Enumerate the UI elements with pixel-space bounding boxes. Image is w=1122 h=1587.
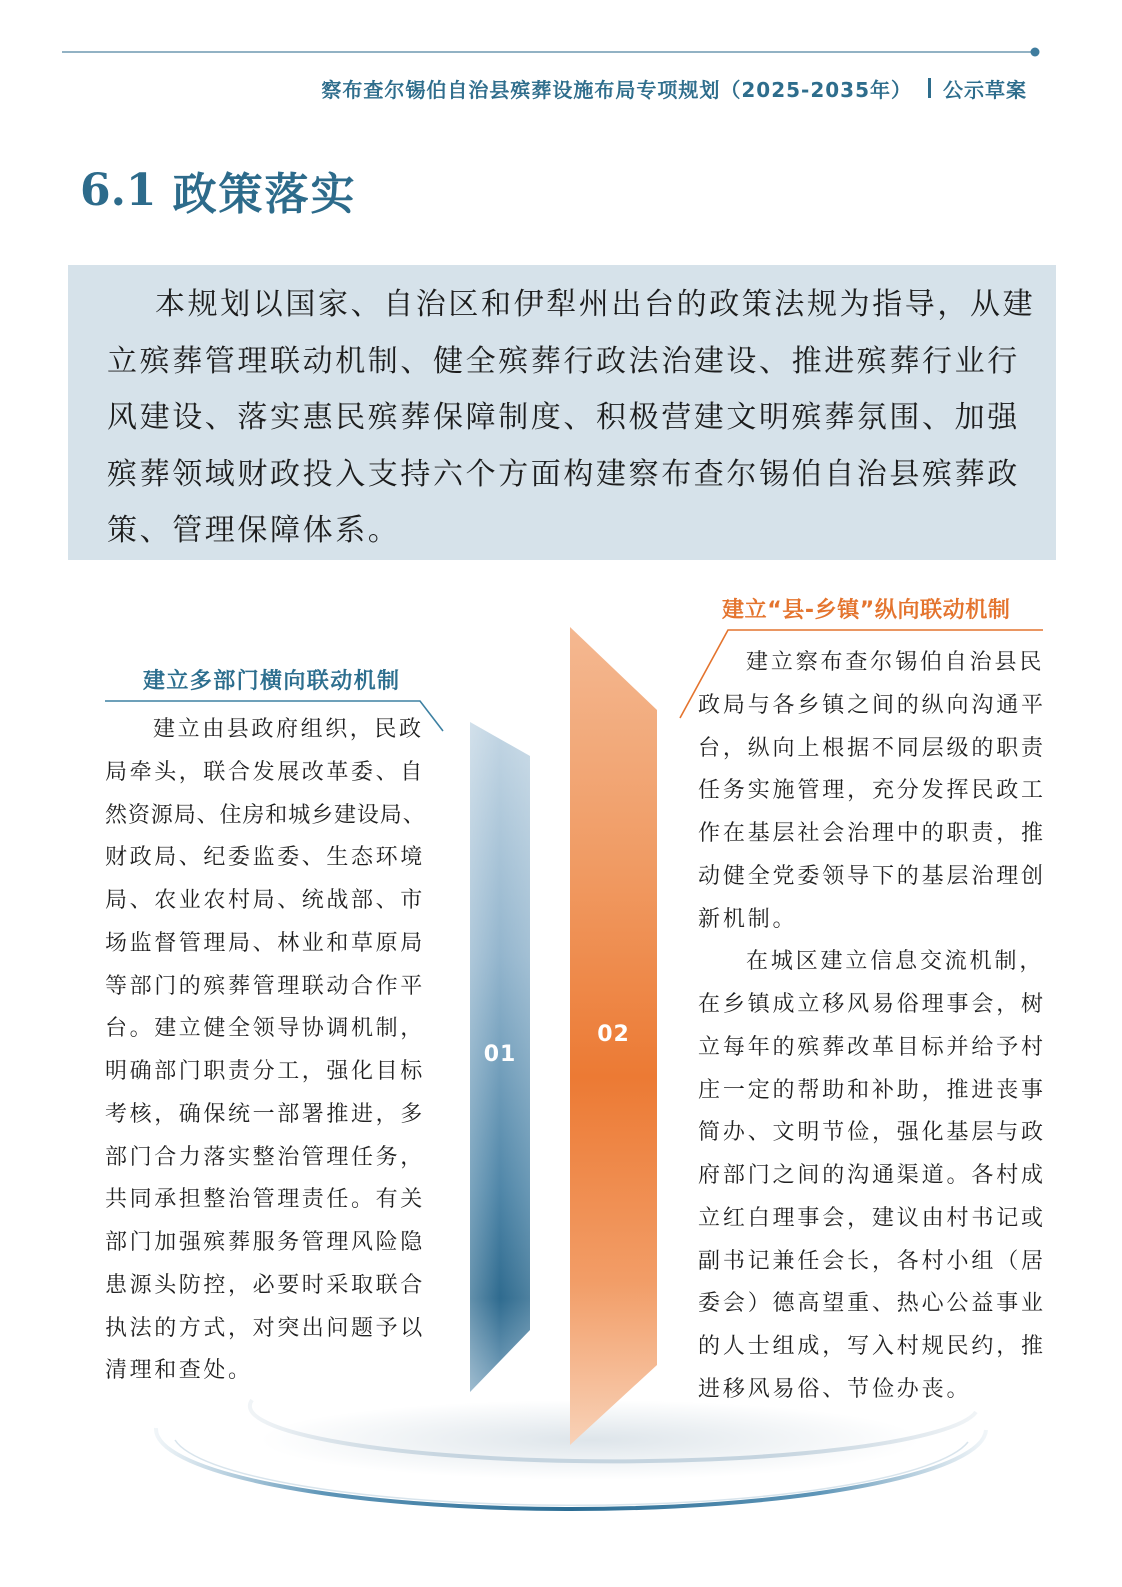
left-body-line: 局牵头，联合发展改革委、自 xyxy=(105,759,425,785)
left-body-line: 考核，确保统一部署推进，多 xyxy=(105,1101,425,1127)
left-body-line: 患源头防控，必要时采取联合 xyxy=(105,1272,425,1298)
intro-line: 风建设、落实惠民殡葬保障制度、积极营建文明殡葬氛围、加强 xyxy=(107,400,1020,435)
document-status-tag: 公示草案 xyxy=(943,77,1027,102)
section-title xyxy=(80,160,357,220)
section-heading: 政策落实 xyxy=(172,169,357,220)
right-body-line: 政局与各乡镇之间的纵向沟通平 xyxy=(698,692,1046,718)
intro-line: 本规划以国家、自治区和伊犁州出台的政策法规为指导，从建 xyxy=(155,287,1036,322)
header-rule-dot xyxy=(1031,48,1040,57)
left-body-line: 执法的方式，对突出问题予以 xyxy=(105,1315,425,1341)
intro-box xyxy=(68,265,1056,560)
header-separator xyxy=(928,78,931,98)
left-body-line: 局、农业农村局、统战部、市 xyxy=(105,888,425,913)
right-subheading: 建立“县-乡镇”纵向联动机制 xyxy=(722,598,1011,623)
left-body-line: 台。建立健全领导协调机制， xyxy=(105,1016,425,1042)
blue-band-label: 01 xyxy=(483,1042,517,1067)
right-body-line: 进移风易俗、节俭办丧。 xyxy=(698,1376,972,1402)
left-subheading: 建立多部门横向联动机制 xyxy=(143,669,401,694)
right-body-line: 建立察布查尔锡伯自治县民 xyxy=(746,650,1045,675)
right-body-line: 动健全党委领导下的基层治理创 xyxy=(698,863,1046,889)
intro-line: 策、管理保障体系。 xyxy=(107,513,401,548)
left-body xyxy=(105,709,426,1393)
left-body-line: 共同承担整治管理责任。有关 xyxy=(105,1187,425,1213)
right-body-line: 台，纵向上根据不同层级的职责 xyxy=(698,735,1046,761)
right-body-line: 作在基层社会治理中的职责，推 xyxy=(698,821,1046,846)
right-body-line: 在乡镇成立移风易俗理事会，树 xyxy=(698,992,1046,1017)
right-body-line: 任务实施管理，充分发挥民政工 xyxy=(698,778,1046,804)
right-body-line: 立每年的殡葬改革目标并给予村 xyxy=(698,1034,1046,1060)
right-body-line: 新机制。 xyxy=(698,906,798,932)
running-header xyxy=(321,74,1027,102)
left-body-line: 场监督管理局、林业和草原局 xyxy=(105,930,425,956)
right-body-line: 庄一定的帮助和补助，推进丧事 xyxy=(698,1077,1046,1103)
right-body-line: 委会）德高望重、热心公益事业 xyxy=(698,1291,1046,1317)
document-title: 察布查尔锡伯自治县殡葬设施布局专项规划（2025-2035年） xyxy=(321,77,912,102)
right-body-line: 在城区建立信息交流机制， xyxy=(746,949,1045,975)
left-body-line: 然资源局、住房和城乡建设局、 xyxy=(105,802,426,828)
left-body-line: 清理和查处。 xyxy=(105,1358,253,1384)
intro-paragraph xyxy=(107,277,1035,560)
intro-line: 立殡葬管理联动机制、健全殡葬行政法治建设、推进殡葬行业行 xyxy=(107,343,1020,379)
right-body-line: 立红白理事会，建议由村书记或 xyxy=(698,1205,1046,1231)
right-body-line: 副书记兼任会长，各村小组（居 xyxy=(698,1248,1046,1274)
right-body xyxy=(698,642,1046,1412)
left-body-line: 建立由县政府组织，民政 xyxy=(153,717,424,742)
orange-band-label: 02 xyxy=(597,1022,630,1047)
intro-line: 殡葬领域财政投入支持六个方面构建察布查尔锡伯自治县殡葬政 xyxy=(107,456,1020,492)
right-body-line: 的人士组成，写入村规民约，推 xyxy=(698,1334,1046,1359)
section-number: 6.1 xyxy=(80,164,157,216)
left-body-line: 部门合力落实整治管理任务， xyxy=(105,1144,425,1170)
left-body-line: 明确部门职责分工，强化目标 xyxy=(105,1059,425,1084)
left-body-line: 财政局、纪委监委、生态环境 xyxy=(105,845,425,871)
right-body-line: 简办、文明节俭，强化基层与政 xyxy=(698,1120,1046,1146)
left-body-line: 部门加强殡葬服务管理风险隐 xyxy=(105,1230,425,1255)
right-body-line: 府部门之间的沟通渠道。各村成 xyxy=(698,1163,1046,1188)
left-body-line: 等部门的殡葬管理联动合作平 xyxy=(105,973,425,999)
